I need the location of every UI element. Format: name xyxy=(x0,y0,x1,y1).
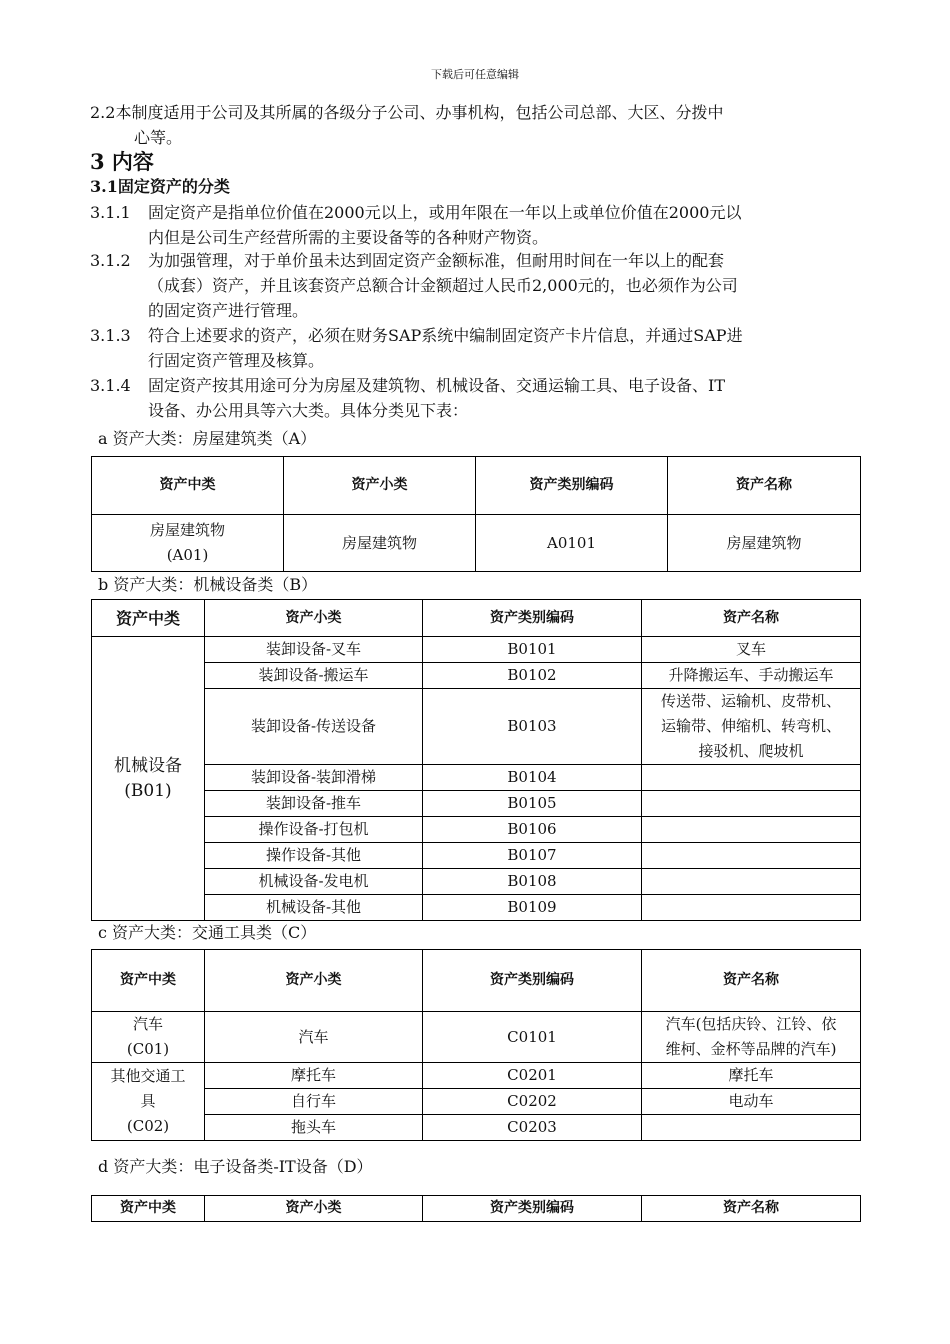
clause-text-cont: 设备、办公用具等六大类。具体分类见下表： xyxy=(148,401,469,420)
table-row xyxy=(92,663,861,689)
col-header-name: 资产名称 xyxy=(642,600,861,637)
code-cell: B0108 xyxy=(423,869,642,895)
code-cell: B0105 xyxy=(423,791,642,817)
mid-category-cell xyxy=(92,637,205,921)
code-cell: C0101 xyxy=(423,1012,642,1063)
mid-category-code: (C02) xyxy=(126,1117,170,1135)
asset-name-cell xyxy=(642,1012,861,1063)
code-cell: B0106 xyxy=(423,817,642,843)
asset-name-cell xyxy=(642,817,861,843)
clause-text-cont2: 的固定资产进行管理。 xyxy=(148,301,309,320)
col-header-code: 资产类别编码 xyxy=(476,457,668,515)
table-row xyxy=(92,515,861,572)
clause-text: 2.2本制度适用于公司及其所属的各级分子公司、办事机构，包括公司总部、大区、分拨中 xyxy=(90,103,724,122)
col-header-name: 资产名称 xyxy=(642,1196,861,1222)
small-category-cell: 装卸设备-装卸滑梯 xyxy=(205,765,423,791)
code-cell: B0107 xyxy=(423,843,642,869)
asset-name-cell xyxy=(642,765,861,791)
asset-name-cell: 房屋建筑物 xyxy=(668,515,861,572)
asset-name-cell: 电动车 xyxy=(642,1089,861,1115)
asset-name-cell xyxy=(642,689,861,765)
table-row xyxy=(92,843,861,869)
table-a xyxy=(91,456,861,572)
clause-3-1-2 xyxy=(90,248,862,323)
table-row xyxy=(92,1115,861,1141)
page-header-note: 下载后可任意编辑 xyxy=(431,68,519,81)
asset-name-cell: 升降搬运车、手动搬运车 xyxy=(642,663,861,689)
table-row xyxy=(92,869,861,895)
table-row xyxy=(92,1063,861,1089)
asset-name-cell xyxy=(642,791,861,817)
mid-category-code: (A01) xyxy=(166,546,209,564)
small-category-cell: 汽车 xyxy=(205,1012,423,1063)
mid-category-name: 汽车 xyxy=(132,1015,163,1033)
col-header-name: 资产名称 xyxy=(642,950,861,1012)
table-header-row xyxy=(92,1196,861,1222)
clause-text-cont: 行固定资产管理及核算。 xyxy=(148,351,325,370)
mid-category-cell xyxy=(92,1063,205,1141)
small-category-cell: 装卸设备-推车 xyxy=(205,791,423,817)
table-a-caption: a 资产大类：房屋建筑类（A） xyxy=(98,429,317,448)
asset-name-line: 接驳机、爬坡机 xyxy=(698,742,804,760)
table-row xyxy=(92,895,861,921)
clause-number: 3.1.2 xyxy=(90,251,131,270)
clause-text-cont: 心等。 xyxy=(134,128,183,147)
clause-3-1-3 xyxy=(90,323,862,373)
clause-3-1-4 xyxy=(90,373,862,423)
col-header-mid: 资产中类 xyxy=(92,1196,205,1222)
col-header-code: 资产类别编码 xyxy=(423,600,642,637)
table-row xyxy=(92,765,861,791)
small-category-cell: 装卸设备-搬运车 xyxy=(205,663,423,689)
table-row xyxy=(92,791,861,817)
table-c xyxy=(91,949,861,1141)
table-row xyxy=(92,689,861,765)
col-header-mid: 资产中类 xyxy=(92,457,284,515)
table-b xyxy=(91,599,861,921)
clause-3-1-1 xyxy=(90,200,862,250)
code-cell: B0103 xyxy=(423,689,642,765)
col-header-mid: 资产中类 xyxy=(92,950,205,1012)
clause-number: 3.1.3 xyxy=(90,326,131,345)
table-row xyxy=(92,1089,861,1115)
clause-text-cont: 内但是公司生产经营所需的主要设备等的各种财产物资。 xyxy=(148,228,549,247)
col-header-code: 资产类别编码 xyxy=(423,950,642,1012)
mid-category-code: (B01) xyxy=(124,780,172,801)
asset-name-cell: 叉车 xyxy=(642,637,861,663)
code-cell: B0104 xyxy=(423,765,642,791)
small-category-cell: 自行车 xyxy=(205,1089,423,1115)
mid-category-name: 房屋建筑物 xyxy=(149,521,225,539)
col-header-small: 资产小类 xyxy=(205,950,423,1012)
asset-name-cell xyxy=(642,843,861,869)
table-b-caption: b 资产大类：机械设备类（B） xyxy=(98,575,318,594)
small-category-cell: 装卸设备-叉车 xyxy=(205,637,423,663)
col-header-name: 资产名称 xyxy=(668,457,861,515)
asset-name-line: 传送带、运输机、皮带机、 xyxy=(660,692,841,710)
clause-2-2 xyxy=(90,100,862,150)
small-category-cell: 操作设备-其他 xyxy=(205,843,423,869)
code-cell: B0109 xyxy=(423,895,642,921)
asset-name-cell xyxy=(642,869,861,895)
col-header-small: 资产小类 xyxy=(205,1196,423,1222)
mid-category-cell xyxy=(92,515,284,572)
mid-category-name: 机械设备 xyxy=(114,755,182,776)
small-category-cell: 房屋建筑物 xyxy=(284,515,476,572)
code-cell: B0102 xyxy=(423,663,642,689)
code-cell: C0203 xyxy=(423,1115,642,1141)
col-header-mid: 资产中类 xyxy=(92,600,205,637)
clause-text-cont: （成套）资产，并且该套资产总额合计金额超过人民币2,000元的，也必须作为公司 xyxy=(148,276,738,295)
small-category-cell: 机械设备-发电机 xyxy=(205,869,423,895)
clause-text: 为加强管理，对于单价虽未达到固定资产金额标准，但耐用时间在一年以上的配套 xyxy=(148,251,725,270)
code-cell: C0201 xyxy=(423,1063,642,1089)
table-header-row xyxy=(92,950,861,1012)
mid-category-name: 其他交通工 xyxy=(110,1067,186,1085)
table-d xyxy=(91,1195,861,1222)
small-category-cell: 操作设备-打包机 xyxy=(205,817,423,843)
asset-name-cell xyxy=(642,895,861,921)
table-d-caption: d 资产大类：电子设备类-IT设备（D） xyxy=(98,1157,373,1176)
asset-name-line: 汽车(包括庆铃、江铃、依 xyxy=(665,1015,837,1033)
small-category-cell: 拖头车 xyxy=(205,1115,423,1141)
clause-number: 3.1.1 xyxy=(90,203,131,222)
table-row xyxy=(92,817,861,843)
clause-text: 固定资产按其用途可分为房屋及建筑物、机械设备、交通运输工具、电子设备、IT xyxy=(148,376,725,395)
section-heading-3-1: 3.1固定资产的分类 xyxy=(90,177,230,196)
table-header-row xyxy=(92,600,861,637)
mid-category-code: (C01) xyxy=(126,1040,170,1058)
mid-category-name-cont: 具 xyxy=(140,1092,156,1110)
code-cell: C0202 xyxy=(423,1089,642,1115)
table-row xyxy=(92,1012,861,1063)
asset-name-cell xyxy=(642,1115,861,1141)
table-header-row xyxy=(92,457,861,515)
small-category-cell: 装卸设备-传送设备 xyxy=(205,689,423,765)
small-category-cell: 摩托车 xyxy=(205,1063,423,1089)
mid-category-cell xyxy=(92,1012,205,1063)
table-row xyxy=(92,637,861,663)
clause-number: 3.1.4 xyxy=(90,376,131,395)
col-header-small: 资产小类 xyxy=(205,600,423,637)
clause-text: 符合上述要求的资产，必须在财务SAP系统中编制固定资产卡片信息，并通过SAP进 xyxy=(148,326,743,345)
small-category-cell: 机械设备-其他 xyxy=(205,895,423,921)
code-cell: B0101 xyxy=(423,637,642,663)
table-c-caption: c 资产大类：交通工具类（C） xyxy=(98,923,317,942)
section-heading-3: 3 内容 xyxy=(90,149,154,174)
asset-name-line: 运输带、伸缩机、转弯机、 xyxy=(660,717,841,735)
col-header-small: 资产小类 xyxy=(284,457,476,515)
code-cell: A0101 xyxy=(476,515,668,572)
asset-name-line: 维柯、金杯等品牌的汽车) xyxy=(665,1040,837,1058)
clause-text: 固定资产是指单位价值在2000元以上，或用年限在一年以上或单位价值在2000元以 xyxy=(148,203,742,222)
col-header-code: 资产类别编码 xyxy=(423,1196,642,1222)
asset-name-cell: 摩托车 xyxy=(642,1063,861,1089)
